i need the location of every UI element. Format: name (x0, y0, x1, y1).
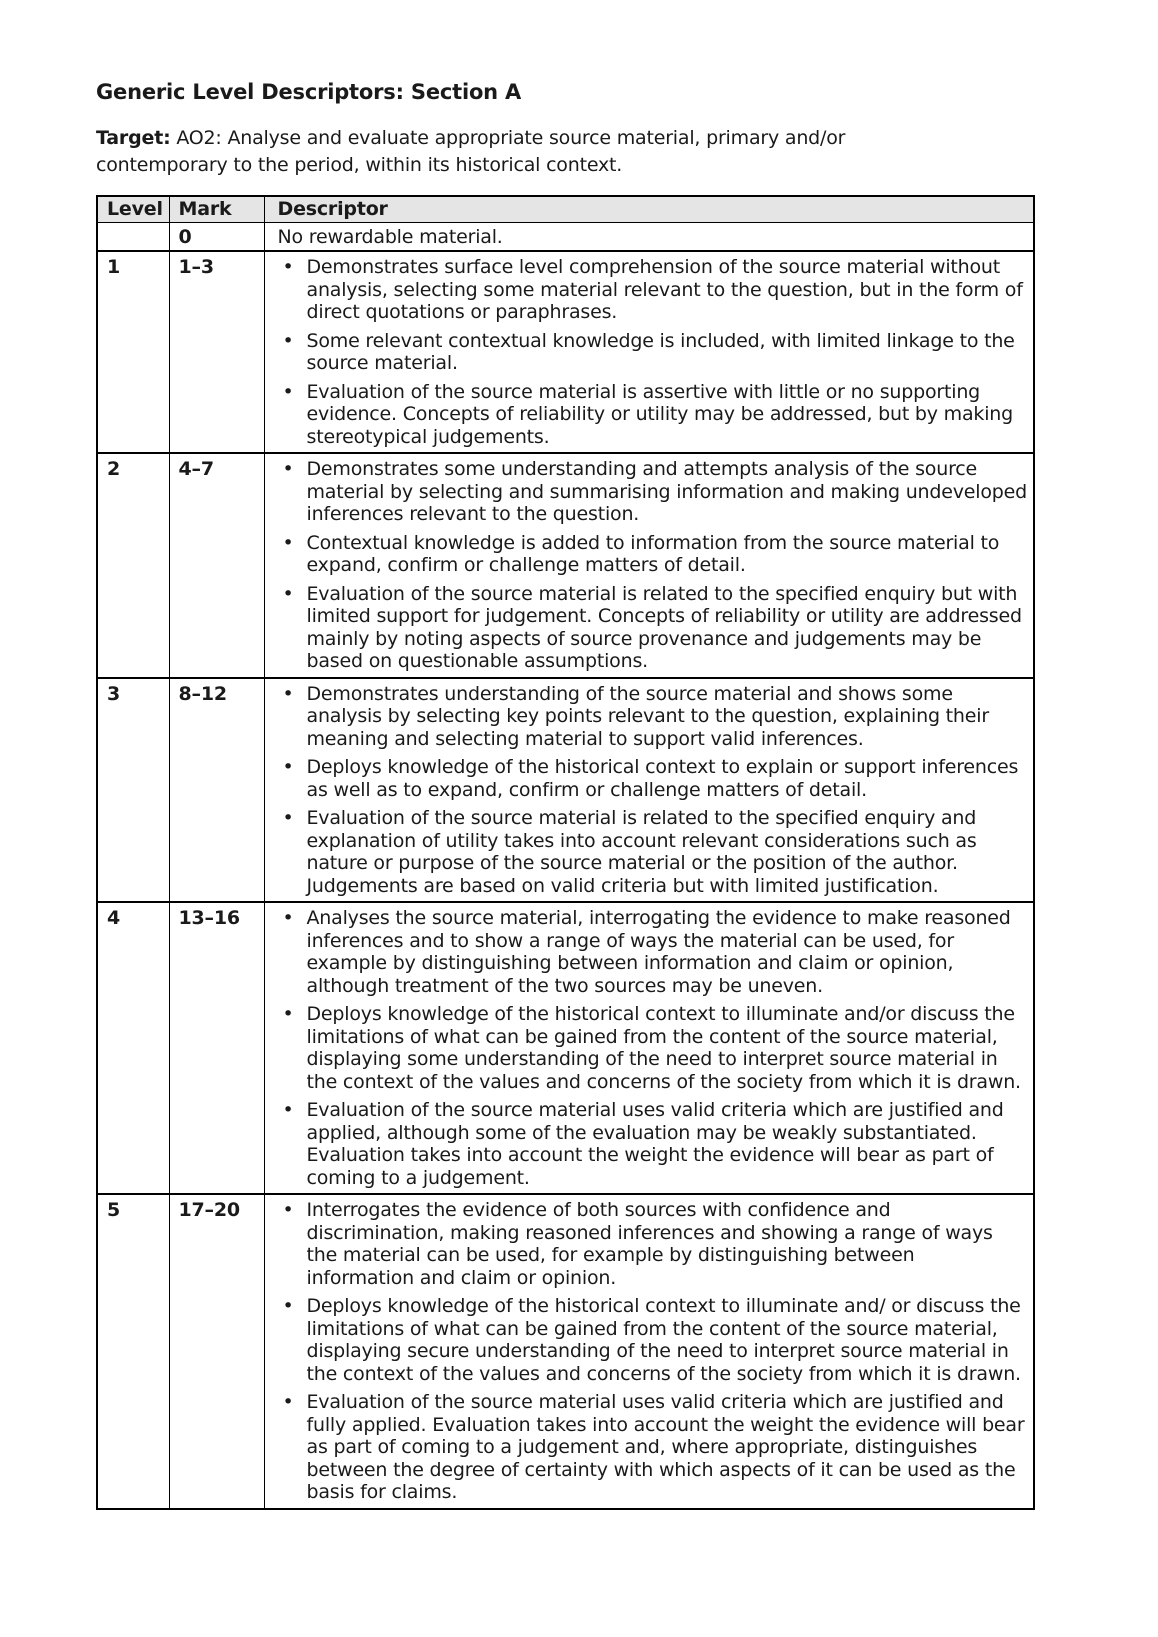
descriptor-bullet: • Evaluation of the source material is related to the specified enquiry and explanation of utility takes into account relevant considerations such as nature or purpose of the source material or the position of the author. Judgements are based on valid criteria but with limited justification. (265, 807, 1028, 897)
descriptor-bullet: • Evaluation of the source material is assertive with little or no supporting evidence. Concepts of reliability or utility may be addressed, but by making stereotypical judgements. (265, 381, 1028, 449)
mark-cell: 13–16 (169, 902, 264, 1194)
target-label: Target: (96, 127, 171, 149)
descriptor-cell (264, 1194, 1034, 1509)
table-row (97, 1194, 1034, 1509)
level-cell: 4 (97, 902, 169, 1194)
table-row (97, 453, 1034, 678)
level-descriptors-table (96, 195, 1035, 1510)
descriptor-bullet: • Demonstrates surface level comprehension of the source material without analysis, selecting some material relevant to the question, but in the form of direct quotations or paraphrases. (265, 256, 1028, 324)
col-header-mark: Mark (169, 196, 264, 222)
level-cell: 2 (97, 453, 169, 678)
table-row (97, 902, 1034, 1194)
descriptor-bullet: • Deploys knowledge of the historical context to explain or support inferences as well as to expand, confirm or challenge matters of detail. (265, 756, 1028, 801)
table-row (97, 222, 1034, 251)
descriptor-bullet: • Interrogates the evidence of both sources with confidence and discrimination, making reasoned inferences and showing a range of ways the material can be used, for example by distinguishing between information and claim or opinion. (265, 1199, 1028, 1289)
level-cell: 5 (97, 1194, 169, 1509)
descriptor-bullet: • Deploys knowledge of the historical context to illuminate and/or discuss the limitations of what can be gained from the content of the source material, displaying some understanding of the need to interpret source material in the context of the values and concerns of the society from which it is drawn. (265, 1003, 1028, 1093)
descriptor-bullet: • Evaluation of the source material uses valid criteria which are justified and applied, although some of the evaluation may be weakly substantiated. Evaluation takes into account the weight the evidence will bear as part of coming to a judgement. (265, 1099, 1028, 1189)
page-title: Generic Level Descriptors: Section A (96, 80, 522, 104)
mark-cell: 1–3 (169, 251, 264, 453)
descriptor-bullet-list (265, 1199, 1028, 1504)
descriptor-cell (264, 453, 1034, 678)
mark-cell: 8–12 (169, 678, 264, 903)
descriptor-bullet: • Deploys knowledge of the historical context to illuminate and/ or discuss the limitations of what can be gained from the content of the source material, displaying secure understanding of the need to interpret source material in the context of the values and concerns of the society from which it is drawn. (265, 1295, 1028, 1385)
col-header-descriptor: Descriptor (264, 196, 1034, 222)
descriptor-bullet: • Demonstrates understanding of the source material and shows some analysis by selecting key points relevant to the question, explaining their meaning and selecting material to support valid inferences. (265, 683, 1028, 751)
descriptor-bullet: • Evaluation of the source material uses valid criteria which are justified and fully applied. Evaluation takes into account the weight the evidence will bear as part of coming to a judgement and, where appropriate, distinguishes between the degree of certainty with which aspects of it can be used as the basis for claims. (265, 1391, 1028, 1504)
descriptor-cell (264, 678, 1034, 903)
mark-cell: 4–7 (169, 453, 264, 678)
descriptor-cell: No rewardable material. (264, 222, 1034, 251)
descriptor-bullet-list (265, 458, 1028, 673)
target-paragraph (96, 125, 896, 178)
descriptor-bullet: • Analyses the source material, interrogating the evidence to make reasoned inferences and to show a range of ways the material can be used, for example by distinguishing between information and claim or opinion, although treatment of the two sources may be uneven. (265, 907, 1028, 997)
descriptor-bullet: • Evaluation of the source material is related to the specified enquiry but with limited support for judgement. Concepts of reliability or utility are addressed mainly by noting aspects of source provenance and judgements may be based on questionable assumptions. (265, 583, 1028, 673)
mark-cell: 0 (169, 222, 264, 251)
descriptor-bullet: • Contextual knowledge is added to information from the source material to expand, confirm or challenge matters of detail. (265, 532, 1028, 577)
level-cell (97, 222, 169, 251)
descriptor-cell (264, 902, 1034, 1194)
level-cell: 3 (97, 678, 169, 903)
table-header-row (97, 196, 1034, 222)
descriptor-bullet-list (265, 256, 1028, 448)
table-row (97, 678, 1034, 903)
table-row (97, 251, 1034, 453)
descriptor-bullet-list (265, 683, 1028, 898)
mark-cell: 17–20 (169, 1194, 264, 1509)
level-cell: 1 (97, 251, 169, 453)
col-header-level: Level (97, 196, 169, 222)
descriptor-bullet: • Demonstrates some understanding and attempts analysis of the source material by selecting and summarising information and making undeveloped inferences relevant to the question. (265, 458, 1028, 526)
descriptor-bullet: • Some relevant contextual knowledge is included, with limited linkage to the source material. (265, 330, 1028, 375)
target-text: AO2: Analyse and evaluate appropriate source material, primary and/or contemporary to the period, within its historical context. (96, 127, 846, 176)
descriptor-bullet-list (265, 907, 1028, 1189)
descriptor-cell (264, 251, 1034, 453)
